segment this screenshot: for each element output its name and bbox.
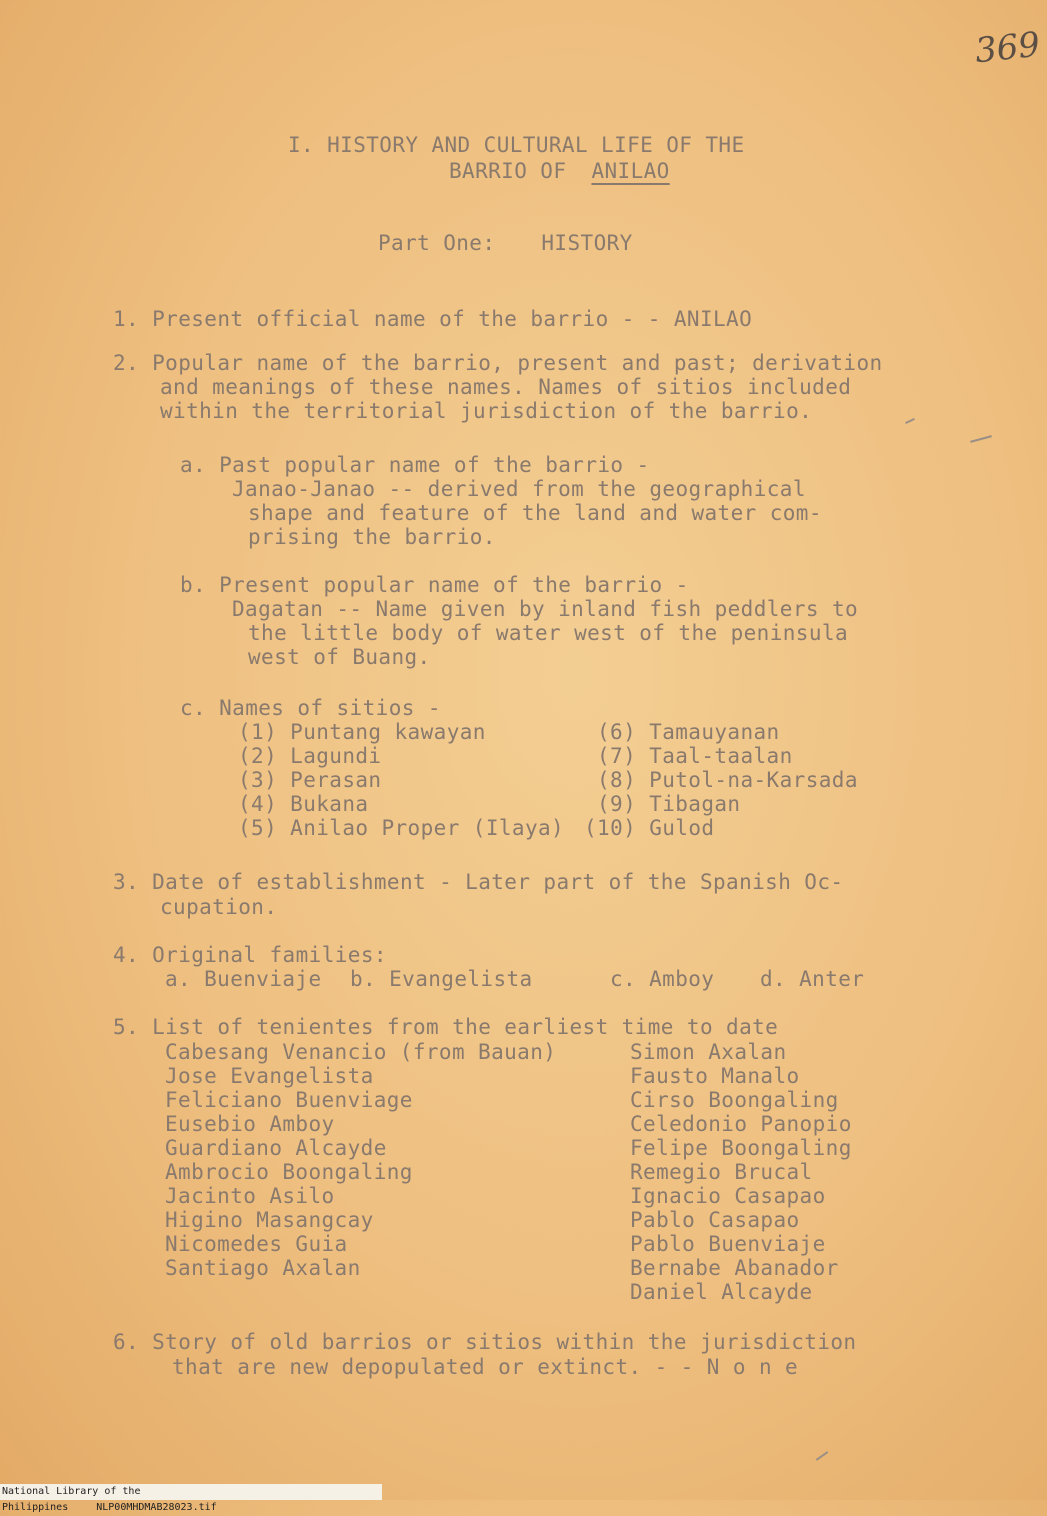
pencil-mark: [970, 435, 992, 443]
item-2b-line-2: Dagatan -- Name given by inland fish peddlers to: [232, 597, 859, 621]
family: b. Evangelista: [350, 967, 533, 991]
item-6-line-2: that are new depopulated or extinct. - - N o n e: [172, 1355, 799, 1379]
item-2b-line-1: b. Present popular name of the barrio -: [180, 573, 689, 597]
sitio-right: (6) Tamauyanan: [597, 720, 780, 744]
teniente-right: Felipe Boongaling: [630, 1136, 852, 1160]
sitio-left: (2) Lagundi: [238, 744, 382, 768]
part-heading: [378, 231, 633, 255]
teniente-right: Simon Axalan: [630, 1040, 787, 1064]
teniente-left: Santiago Axalan: [165, 1256, 361, 1280]
item-5: 5. List of tenientes from the earliest time to date: [113, 1015, 779, 1039]
teniente-right: Remegio Brucal: [630, 1160, 813, 1184]
part-value: HISTORY: [541, 231, 633, 255]
teniente-left: Cabesang Venancio (from Bauan): [165, 1040, 557, 1064]
item-2b-line-4: west of Buang.: [248, 645, 431, 669]
teniente-right: Pablo Buenviaje: [630, 1232, 826, 1256]
teniente-left: Guardiano Alcayde: [165, 1136, 387, 1160]
teniente-right: Fausto Manalo: [630, 1064, 800, 1088]
item-2a-line-4: prising the barrio.: [248, 525, 496, 549]
item-2a-line-3: shape and feature of the land and water com-: [248, 501, 822, 525]
family: d. Anter: [760, 967, 865, 991]
pencil-mark: [816, 1451, 829, 1461]
title-line-2: [449, 159, 694, 183]
item-6-line-1: 6. Story of old barrios or sitios within the jurisdiction: [113, 1330, 857, 1354]
teniente-left: Jacinto Asilo: [165, 1184, 335, 1208]
sitio-right: (9) Tibagan: [597, 792, 741, 816]
item-2a-line-2: Janao-Janao -- derived from the geographical: [232, 477, 806, 501]
teniente-right: Ignacio Casapao: [630, 1184, 826, 1208]
item-2b-line-3: the little body of water west of the peninsula: [248, 621, 848, 645]
sitio-right: (8) Putol-na-Karsada: [597, 768, 858, 792]
item-3-line-1: 3. Date of establishment - Later part of the Spanish Oc-: [113, 870, 844, 894]
teniente-left: Higino Masangcay: [165, 1208, 374, 1232]
sitio-left: (3) Perasan: [238, 768, 382, 792]
item-1: 1. Present official name of the barrio - - ANILAO: [113, 307, 753, 331]
teniente-right: Pablo Casapao: [630, 1208, 800, 1232]
sitio-left: (5) Anilao Proper (Ilaya): [238, 816, 565, 840]
sitio-left: (4) Bukana: [238, 792, 369, 816]
item-2a-line-1: a. Past popular name of the barrio -: [180, 453, 650, 477]
item-2c-heading: c. Names of sitios -: [180, 696, 441, 720]
item-2-line-2: and meanings of these names. Names of sitios included: [160, 375, 852, 399]
footer-library: National Library of the Philippines: [2, 1486, 141, 1513]
teniente-left: Nicomedes Guia: [165, 1232, 348, 1256]
title-prefix: BARRIO OF: [449, 159, 580, 183]
part-label: Part One:: [378, 231, 496, 255]
teniente-right: Cirso Boongaling: [630, 1088, 839, 1112]
teniente-left: Feliciano Buenviage: [165, 1088, 413, 1112]
family: c. Amboy: [610, 967, 715, 991]
teniente-right: Celedonio Panopio: [630, 1112, 852, 1136]
item-3-line-2: cupation.: [160, 895, 278, 919]
page-number: 369: [973, 24, 1042, 72]
item-2-line-1: 2. Popular name of the barrio, present and past; derivation: [113, 351, 883, 375]
teniente-right: Daniel Alcayde: [630, 1280, 813, 1304]
sitio-right: (7) Taal-taalan: [597, 744, 793, 768]
archive-footer: [0, 1484, 382, 1513]
title-barrio: ANILAO: [591, 159, 670, 183]
pencil-mark: [905, 418, 915, 424]
title-line-1: I. HISTORY AND CULTURAL LIFE OF THE: [288, 133, 745, 157]
sitio-right: (10) Gulod: [584, 816, 715, 840]
teniente-left: Jose Evangelista: [165, 1064, 374, 1088]
teniente-left: Ambrocio Boongaling: [165, 1160, 413, 1184]
item-4: 4. Original families:: [113, 943, 387, 967]
item-2-line-3: within the territorial jurisdiction of the barrio.: [160, 399, 813, 423]
teniente-left: Eusebio Amboy: [165, 1112, 335, 1136]
teniente-right: Bernabe Abanador: [630, 1256, 839, 1280]
family: a. Buenviaje: [165, 967, 322, 991]
sitio-left: (1) Puntang kawayan: [238, 720, 486, 744]
footer-file: NLP00MHDMAB28023.tif: [96, 1502, 217, 1513]
